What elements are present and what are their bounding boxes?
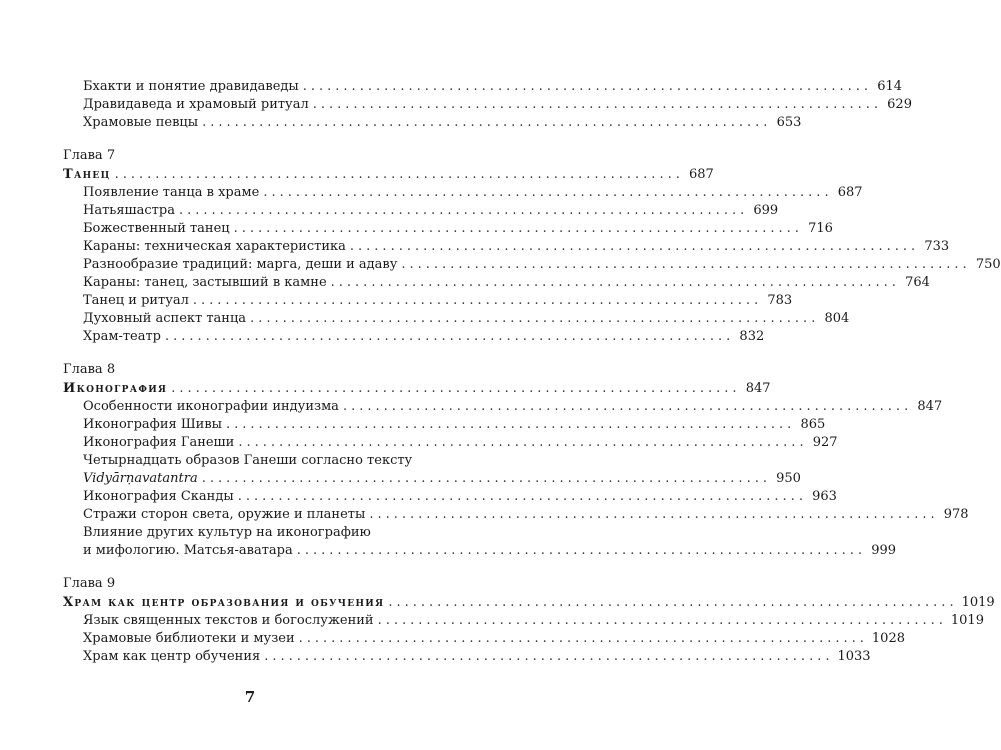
toc-entry[interactable] xyxy=(63,238,950,256)
toc-entry-page: 687 xyxy=(837,185,863,200)
toc-entry-title: Натьяшастра xyxy=(83,203,175,218)
dot-leader: ...................................................................... xyxy=(164,329,735,344)
toc-entry-first-line[interactable]: Влияние других культур на иконографию xyxy=(83,525,371,540)
toc-entry-title: и мифологию. Матсья-аватара xyxy=(83,543,293,558)
toc-entry-title: Храмовые певцы xyxy=(83,115,199,130)
dot-leader: ...................................................................... xyxy=(226,417,796,432)
toc-entry-page: 716 xyxy=(808,221,833,236)
toc-entry-page: 1033 xyxy=(837,649,871,664)
toc-entry-page: 865 xyxy=(800,417,826,432)
dot-leader: ...................................................................... xyxy=(298,631,868,646)
toc-entry[interactable] xyxy=(63,612,984,630)
toc-entry-title: Vidyārṇavatantra xyxy=(83,471,198,486)
toc-section-continued xyxy=(63,78,912,132)
toc-entry-title: Появление танца в храме xyxy=(83,185,260,200)
toc-entry-page: 783 xyxy=(767,293,793,308)
dot-leader: ...................................................................... xyxy=(349,239,920,254)
toc-chapter-9 xyxy=(63,574,995,666)
toc-entry[interactable] xyxy=(63,434,838,452)
dot-leader: ...................................................................... xyxy=(312,97,882,112)
toc-entry-page: 927 xyxy=(812,435,838,450)
chapter-label: Глава 8 xyxy=(63,362,116,377)
dot-leader: ...................................................................... xyxy=(178,203,749,218)
dot-leader: ...................................................................... xyxy=(377,613,947,628)
toc-entry-title: Стражи сторон света, оружие и планеты xyxy=(83,507,366,522)
toc-chapter-title-text: Иконография xyxy=(63,381,168,396)
toc-entry-title: Иконография Сканды xyxy=(83,489,234,504)
dot-leader: ...................................................................... xyxy=(201,471,771,486)
toc-entry-title: Разнообразие традиций: марга, деши и адаву xyxy=(83,257,398,272)
chapter-label: Глава 7 xyxy=(63,148,116,163)
toc-entry-page: 1019 xyxy=(950,613,984,628)
dot-leader: ...................................................................... xyxy=(238,435,808,450)
toc-entry-title: Язык священных текстов и богослужений xyxy=(83,613,374,628)
toc-entry[interactable] xyxy=(63,398,943,416)
toc-entry-page: 1028 xyxy=(871,631,905,646)
dot-leader: ...................................................................... xyxy=(401,257,971,272)
dot-leader: ...................................................................... xyxy=(369,507,939,522)
toc-entry[interactable] xyxy=(63,648,871,666)
toc-entry[interactable] xyxy=(63,542,897,560)
toc-entry[interactable] xyxy=(63,220,833,238)
dot-leader: ...................................................................... xyxy=(250,311,820,326)
page-number: 7 xyxy=(244,688,256,706)
toc-entry[interactable] xyxy=(63,96,912,114)
toc-chapter-title[interactable] xyxy=(63,594,995,612)
toc-entry-page: 999 xyxy=(871,543,897,558)
toc-entry-title: Дравидаведа и храмовый ритуал xyxy=(83,97,309,112)
toc-entry-page: 1019 xyxy=(961,595,995,610)
toc-entry-page: 629 xyxy=(887,97,912,112)
toc-entry[interactable] xyxy=(63,292,793,310)
toc-entry[interactable] xyxy=(63,310,850,328)
toc-entry-page: 750 xyxy=(975,257,1001,272)
toc-entry-title: Караны: техническая характеристика xyxy=(83,239,346,254)
toc-entry-title: Танец и ритуал xyxy=(83,293,189,308)
toc-chapter-8 xyxy=(63,360,969,560)
toc-entry-title: Храмовые библиотеки и музеи xyxy=(83,631,295,646)
toc-entry[interactable] xyxy=(63,416,826,434)
toc-entry-title: Духовный аспект танца xyxy=(83,311,247,326)
toc-entry-page: 832 xyxy=(739,329,765,344)
toc-entry[interactable] xyxy=(63,506,969,524)
toc-entry-page: 699 xyxy=(753,203,779,218)
toc-chapter-title-text: Танец xyxy=(63,167,111,182)
toc-entry-title: Иконография Ганеши xyxy=(83,435,235,450)
dot-leader: ...................................................................... xyxy=(263,185,833,200)
toc-entry-title: Храм-театр xyxy=(83,329,161,344)
toc-entry[interactable] xyxy=(63,114,802,132)
dot-leader: ...................................................................... xyxy=(233,221,803,236)
dot-leader: ...................................................................... xyxy=(171,381,741,396)
toc-entry[interactable] xyxy=(63,202,779,220)
toc-entry-page: 653 xyxy=(776,115,802,130)
toc-entry-page: 687 xyxy=(689,167,714,182)
toc-entry-page: 978 xyxy=(943,507,969,522)
toc-chapter-title-text: Храм как центр образования и обучения xyxy=(63,595,385,610)
dot-leader: ...................................................................... xyxy=(302,79,873,94)
toc-entry-first-line[interactable]: Четырнадцать образов Ганеши согласно тексту xyxy=(83,453,413,468)
toc-entry[interactable] xyxy=(63,470,801,488)
toc-entry-page: 847 xyxy=(917,399,943,414)
toc-entry-page: 733 xyxy=(924,239,950,254)
table-of-contents xyxy=(63,78,1001,666)
toc-entry-page: 847 xyxy=(745,381,771,396)
dot-leader: ...................................................................... xyxy=(296,543,867,558)
toc-entry[interactable] xyxy=(63,630,905,648)
dot-leader: ...................................................................... xyxy=(114,167,684,182)
toc-chapter-title[interactable] xyxy=(63,380,771,398)
toc-entry-page: 804 xyxy=(824,311,850,326)
toc-entry[interactable] xyxy=(63,274,930,292)
dot-leader: ...................................................................... xyxy=(192,293,763,308)
toc-entry-title: Караны: танец, застывший в камне xyxy=(83,275,327,290)
dot-leader: ...................................................................... xyxy=(388,595,958,610)
toc-entry-page: 963 xyxy=(812,489,837,504)
toc-entry[interactable] xyxy=(63,328,765,346)
toc-entry-title: Божественный танец xyxy=(83,221,230,236)
toc-entry-title: Храм как центр обучения xyxy=(83,649,261,664)
toc-entry-page: 764 xyxy=(905,275,930,290)
toc-entry[interactable] xyxy=(63,184,863,202)
dot-leader: ...................................................................... xyxy=(264,649,834,664)
toc-entry[interactable] xyxy=(63,488,837,506)
dot-leader: ...................................................................... xyxy=(202,115,772,130)
dot-leader: ...................................................................... xyxy=(330,275,900,290)
dot-leader: ...................................................................... xyxy=(342,399,913,414)
toc-entry[interactable] xyxy=(63,78,903,96)
toc-chapter-title[interactable] xyxy=(63,166,714,184)
toc-chapter-7 xyxy=(63,146,1001,346)
dot-leader: ...................................................................... xyxy=(237,489,807,504)
toc-entry[interactable] xyxy=(63,256,1001,274)
toc-entry-title: Особенности иконографии индуизма xyxy=(83,399,339,414)
toc-entry-page: 950 xyxy=(776,471,801,486)
toc-entry-title: Бхакти и понятие дравидаведы xyxy=(83,79,299,94)
toc-entry-page: 614 xyxy=(877,79,903,94)
chapter-label: Глава 9 xyxy=(63,576,116,591)
toc-entry-title: Иконография Шивы xyxy=(83,417,223,432)
